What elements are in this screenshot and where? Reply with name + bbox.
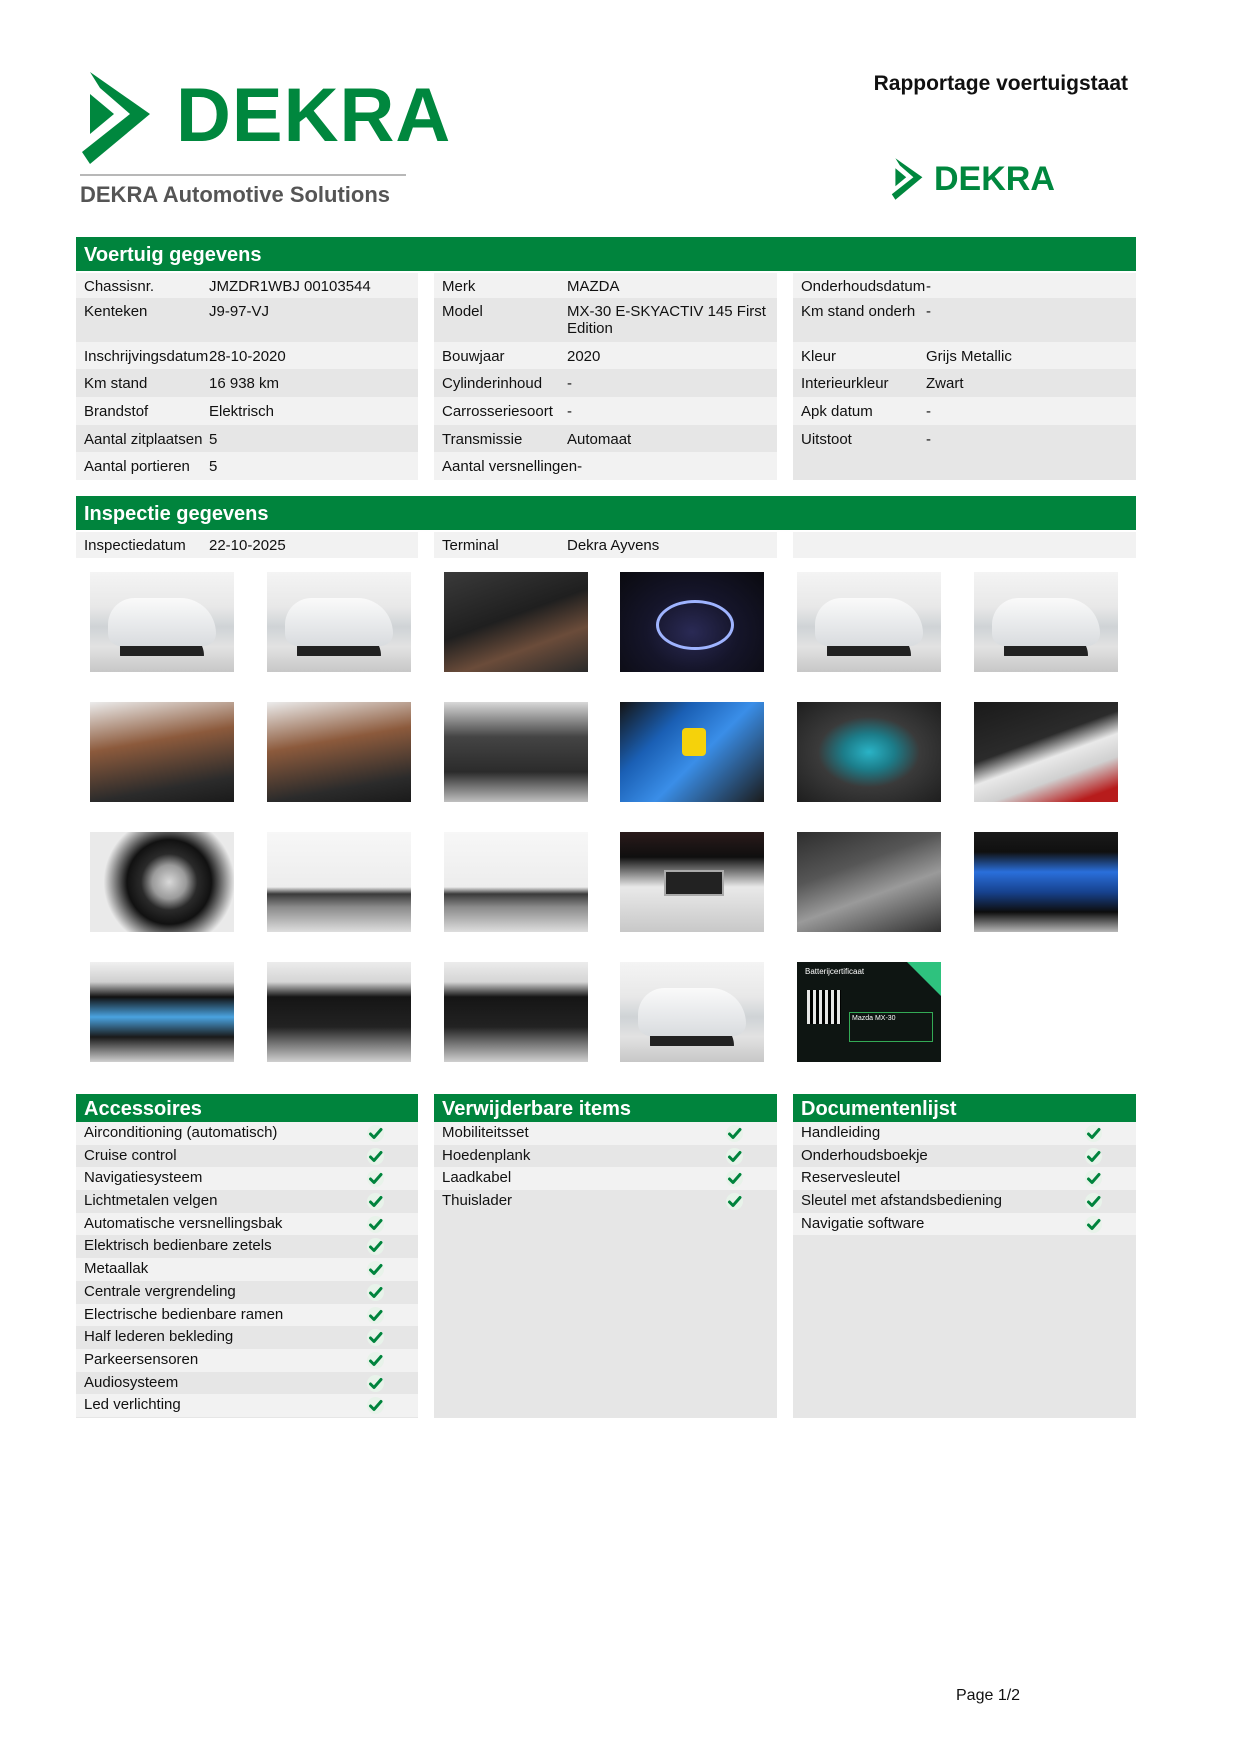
inspection-column-1 [76, 532, 418, 558]
info-label: Apk datum [801, 403, 873, 420]
info-row [76, 298, 418, 342]
info-label: Model [442, 303, 483, 320]
inspection-column-3 [793, 532, 1136, 558]
checkmark-icon [367, 1352, 384, 1369]
checkmark-icon [367, 1125, 384, 1142]
info-value: - [926, 278, 931, 295]
list-item [76, 1235, 418, 1258]
info-row [434, 298, 777, 342]
list-item-label: Lichtmetalen velgen [84, 1192, 218, 1210]
info-value: - [926, 431, 931, 448]
list-item-label: Mobiliteitsset [442, 1124, 529, 1141]
vehicle-column-3 [793, 273, 1136, 480]
checkmark-icon [1085, 1216, 1102, 1233]
checkmark-icon [726, 1125, 743, 1142]
info-value: - [926, 303, 931, 320]
info-value: 5 [209, 431, 218, 448]
photo-trunk[interactable] [444, 702, 588, 802]
photo-spare-compartment[interactable] [974, 702, 1118, 802]
info-value: Elektrisch [209, 403, 275, 420]
info-row [434, 425, 777, 452]
info-value: Zwart [926, 375, 964, 392]
info-label: Aantal versnellingen [442, 458, 578, 475]
qr-code-icon [807, 990, 841, 1024]
list-item-label: Audiosysteem [84, 1373, 179, 1391]
list-item [76, 1372, 418, 1395]
info-row [76, 532, 418, 558]
info-value: 2020 [567, 348, 601, 365]
list-item-label: Half lederen bekleding [84, 1328, 234, 1346]
section-inspection-title: Inspectie gegevens [76, 496, 1136, 530]
logo-divider [80, 174, 406, 176]
checkmark-icon [367, 1375, 384, 1392]
info-row [793, 369, 1136, 397]
info-row [76, 425, 418, 452]
page-number: Page 1/2 [956, 1687, 1021, 1704]
info-value: - [926, 403, 931, 420]
certificate-model: Mazda MX-30 [849, 1012, 933, 1042]
info-value: - [567, 375, 572, 392]
info-label: Kleur [801, 348, 837, 365]
info-label: Transmissie [442, 431, 523, 448]
info-label: Km stand [84, 375, 148, 392]
accessories-list [76, 1122, 418, 1418]
photo-mobility-kit[interactable] [620, 702, 764, 802]
info-label: Merk [442, 278, 476, 295]
certificate-title: Batterijcertificaat [805, 967, 865, 976]
dekra-wordmark-small: DEKRA [934, 160, 1055, 198]
list-item [76, 1394, 418, 1417]
info-value: - [577, 458, 583, 475]
photo-car-front-left[interactable] [90, 572, 234, 672]
photo-car-rear-right[interactable] [974, 572, 1118, 672]
info-label: Chassisnr. [84, 278, 155, 295]
info-value: - [567, 403, 572, 420]
checkmark-icon [726, 1148, 743, 1165]
checkmark-icon [367, 1238, 384, 1255]
info-label: Terminal [442, 537, 499, 554]
checkmark-icon [1085, 1125, 1102, 1142]
list-item [76, 1258, 418, 1281]
photo-vin-label[interactable] [620, 832, 764, 932]
info-label: Inspectiedatum [84, 537, 186, 554]
list-item [76, 1190, 418, 1213]
list-item [793, 1213, 1136, 1236]
list-item [76, 1145, 418, 1168]
checkmark-icon [1085, 1193, 1102, 1210]
list-item-label: Hoedenplank [442, 1146, 531, 1164]
checkmark-icon [367, 1397, 384, 1414]
info-label: Brandstof [84, 403, 149, 420]
info-label: Cylinderinhoud [442, 375, 543, 392]
list-item [793, 1167, 1136, 1190]
list-item-label: Laadkabel [442, 1169, 512, 1187]
list-item-label: Automatische versnellingsbak [84, 1214, 283, 1232]
list-item-label: Elektrisch bedienbare zetels [84, 1237, 272, 1255]
info-row [434, 532, 777, 558]
photo-rear-seats[interactable] [267, 702, 411, 802]
info-value: MAZDA [567, 278, 620, 295]
list-item [434, 1122, 777, 1145]
info-row [76, 452, 418, 480]
info-value: 16 938 km [209, 375, 280, 392]
vehicle-column-2 [434, 273, 777, 480]
checkmark-icon [367, 1307, 384, 1324]
dekra-logo [78, 70, 452, 210]
dekra-mark-icon [78, 72, 158, 164]
info-value: 5 [209, 458, 218, 475]
section-removable-title: Verwijderbare items [434, 1094, 777, 1122]
list-item [793, 1145, 1136, 1168]
section-accessories-title: Accessoires [76, 1094, 418, 1122]
info-row [793, 342, 1136, 369]
list-item [434, 1167, 777, 1190]
section-vehicle-title: Voertuig gegevens [76, 237, 1136, 271]
photo-charging-cable[interactable] [797, 702, 941, 802]
info-label: Inschrijvingsdatum [84, 348, 209, 365]
info-value: Dekra Ayvens [567, 537, 660, 554]
vehicle-column-1 [76, 273, 418, 480]
list-item [76, 1167, 418, 1190]
list-item [76, 1304, 418, 1327]
checkmark-icon [367, 1284, 384, 1301]
photo-car-rear-left[interactable] [267, 572, 411, 672]
list-item-label: Led verlichting [84, 1396, 181, 1414]
photo-climate-screen[interactable] [974, 832, 1118, 932]
list-item [76, 1281, 418, 1304]
photo-infotainment-screen[interactable] [267, 962, 411, 1062]
info-value: JMZDR1WBJ 00103544 [209, 278, 371, 295]
info-value: J9-97-VJ [209, 303, 270, 320]
list-item [76, 1213, 418, 1236]
photo-navigation-screen[interactable] [90, 962, 234, 1062]
list-item-label: Onderhoudsboekje [801, 1146, 928, 1164]
dekra-mark-icon [890, 158, 926, 200]
photo-manuals-keys[interactable] [797, 832, 941, 932]
info-value: 22-10-2025 [209, 537, 286, 554]
list-item-label: Navigatie software [801, 1214, 925, 1232]
list-item-label: Reservesleutel [801, 1169, 901, 1187]
info-row [76, 342, 418, 369]
photo-side-sill-left[interactable] [267, 832, 411, 932]
info-row [793, 397, 1136, 425]
info-row [793, 425, 1136, 452]
info-row [793, 273, 1136, 298]
list-item-label: Navigatiesysteem [84, 1169, 203, 1187]
info-label: Aantal portieren [84, 458, 190, 475]
list-item-label: Airconditioning (automatisch) [84, 1124, 278, 1141]
removable-items-list [434, 1122, 777, 1418]
photo-infotainment-menu[interactable] [444, 962, 588, 1062]
list-item-label: Cruise control [84, 1146, 177, 1164]
list-item-label: Thuislader [442, 1192, 513, 1210]
list-item-label: Handleiding [801, 1124, 881, 1141]
photo-car-front-right[interactable] [797, 572, 941, 672]
list-item [76, 1122, 418, 1145]
info-row [434, 397, 777, 425]
documents-list [793, 1122, 1136, 1418]
photo-wheel[interactable] [90, 832, 234, 932]
list-item-label: Sleutel met afstandsbediening [801, 1192, 1002, 1210]
photo-headlight[interactable] [620, 962, 764, 1062]
checkmark-icon [726, 1193, 743, 1210]
info-row [434, 342, 777, 369]
info-value: Grijs Metallic [926, 348, 1012, 365]
info-row [793, 298, 1136, 342]
list-item-label: Parkeersensoren [84, 1350, 199, 1368]
checkmark-icon [367, 1261, 384, 1278]
list-item [434, 1190, 777, 1213]
info-row [434, 273, 777, 298]
photo-interior-dashboard[interactable] [444, 572, 588, 672]
info-row [434, 369, 777, 397]
info-label: Uitstoot [801, 431, 852, 448]
info-value: Automaat [567, 431, 632, 448]
info-row [76, 273, 418, 298]
info-row [434, 452, 777, 480]
inspection-column-2 [434, 532, 777, 558]
dekra-logo-small [890, 158, 1055, 202]
info-value: MX-30 E-SKYACTIV 145 First Edition [567, 303, 766, 337]
list-item [793, 1190, 1136, 1213]
checkmark-icon [367, 1148, 384, 1165]
info-label: Aantal zitplaatsen [84, 431, 203, 448]
section-documents-title: Documentenlijst [793, 1094, 1136, 1122]
list-item [793, 1122, 1136, 1145]
list-item-label: Electrische bedienbare ramen [84, 1305, 284, 1323]
list-item [76, 1349, 418, 1372]
list-item-label: Metaallak [84, 1260, 149, 1278]
photo-side-sill-right[interactable] [444, 832, 588, 932]
photo-front-seats[interactable] [90, 702, 234, 802]
logo-subtitle: DEKRA Automotive Solutions [80, 182, 391, 207]
info-label: Km stand onderh [801, 303, 916, 320]
list-item-label: Centrale vergrendeling [84, 1282, 236, 1300]
info-label: Interieurkleur [801, 375, 889, 392]
info-row [76, 397, 418, 425]
certificate-corner [907, 962, 941, 996]
info-label: Kenteken [84, 303, 148, 320]
photo-instrument-cluster[interactable] [620, 572, 764, 672]
checkmark-icon [367, 1170, 384, 1187]
info-label: Onderhoudsdatum [801, 278, 926, 295]
report-title: Rapportage voertuigstaat [873, 72, 1128, 95]
dekra-wordmark: DEKRA [176, 73, 452, 158]
info-label: Bouwjaar [442, 348, 505, 365]
list-item [76, 1326, 418, 1349]
info-label: Carrosseriesoort [442, 403, 553, 420]
checkmark-icon [367, 1193, 384, 1210]
checkmark-icon [367, 1216, 384, 1233]
checkmark-icon [1085, 1170, 1102, 1187]
list-item [434, 1145, 777, 1168]
info-row [76, 369, 418, 397]
checkmark-icon [726, 1170, 743, 1187]
checkmark-icon [1085, 1148, 1102, 1165]
info-value: 28-10-2020 [209, 348, 286, 365]
checkmark-icon [367, 1329, 384, 1346]
photo-battery-certificate[interactable] [797, 962, 941, 1062]
